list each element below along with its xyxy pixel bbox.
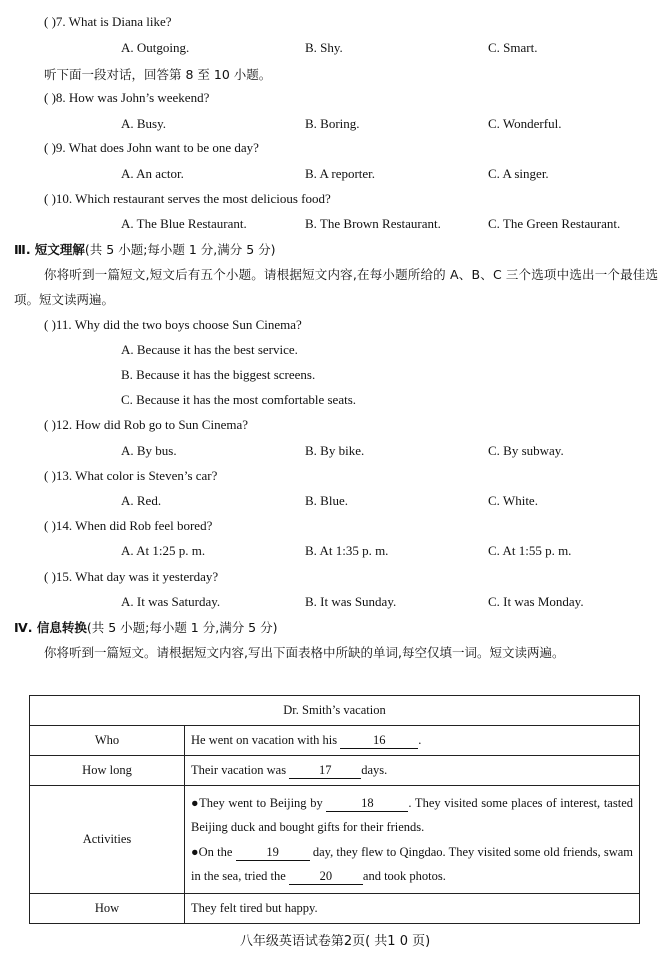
q10-option-b: B. The Brown Restaurant. [305,216,441,231]
q15-option-c: C. It was Monday. [488,594,584,609]
q15-option-b: B. It was Sunday. [305,594,397,609]
how-label: How [30,894,185,924]
question-10: ( )10. Which restaurant serves the most delicious food? [44,191,331,206]
how-text: They felt tired but happy. [185,894,640,924]
question-7: ( )7. What is Diana like? [44,14,172,29]
how-long-post: days. [361,762,388,777]
q12-option-c: C. By subway. [488,443,564,458]
activity-2-pre: ●On the [191,844,233,859]
who-row [185,726,640,756]
q14-option-a: A. At 1:25 p. m. [121,543,206,558]
q8-option-c: C. Wonderful. [488,116,562,131]
blank-20[interactable]: 20 [289,869,363,885]
blank-19[interactable]: 19 [236,845,310,861]
who-post: . [418,732,422,747]
q8-option-b: B. Boring. [305,116,360,131]
page-footer: 八年级英语试卷第2页( 共1 0 页) [239,934,431,949]
q7-option-a: A. Outgoing. [121,40,190,55]
blank-16[interactable]: 16 [340,733,418,749]
section-4-heading: Ⅳ. 信息转换 [14,620,87,635]
q14-option-c: C. At 1:55 p. m. [488,543,572,558]
dialog-intro: 听下面一段对话，回答第 8 至 10 小题。 [44,67,272,82]
q12-option-a: A. By bus. [121,443,177,458]
q13-option-c: C. White. [488,493,538,508]
activities-label: Activities [30,786,185,894]
question-14: ( )14. When did Rob feel bored? [44,518,213,533]
question-15: ( )15. What day was it yesterday? [44,569,219,584]
q13-option-b: B. Blue. [305,493,348,508]
activity-1-post: . They visited some places of interest, tasted Beijing duck and bought gifts for their friends. [191,795,633,834]
question-9: ( )9. What does John want to be one day? [44,140,259,155]
activity-1 [191,791,633,840]
q11-option-c: C. Because it has the most comfortable seats. [121,392,357,407]
q8-option-a: A. Busy. [121,116,167,131]
activity-2 [191,840,633,889]
q7-option-b: B. Shy. [305,40,343,55]
info-table [29,695,640,924]
activities-row [185,786,640,894]
q10-option-a: A. The Blue Restaurant. [121,216,247,231]
q11-option-a: A. Because it has the best service. [121,342,298,357]
q14-option-b: B. At 1:35 p. m. [305,543,389,558]
q15-option-a: A. It was Saturday. [121,594,221,609]
section-4-note: (共 5 小题;每小题 1 分,满分 5 分) [86,620,278,635]
q9-option-c: C. A singer. [488,166,549,181]
q12-option-b: B. By bike. [305,443,365,458]
question-13: ( )13. What color is Steven’s car? [44,468,218,483]
who-label: Who [30,726,185,756]
question-11: ( )11. Why did the two boys choose Sun Cinema? [44,317,302,332]
section-3-heading: Ⅲ. 短文理解 [14,242,85,257]
q9-option-a: A. An actor. [121,166,184,181]
blank-18[interactable]: 18 [326,796,408,812]
q7-option-c: C. Smart. [488,40,538,55]
q13-option-a: A. Red. [121,493,162,508]
q9-option-b: B. A reporter. [305,166,376,181]
blank-17[interactable]: 17 [289,763,361,779]
how-long-text: Their vacation was [191,762,287,777]
who-text: He went on vacation with his [191,732,338,747]
section-3-instruction: 你将听到一篇短文,短文后有五个小题。请根据短文内容,在每小题所给的 A、B、C 三个选项中选出一个最佳选项。短文读两遍。 [14,267,658,307]
how-long-row [185,756,640,786]
section-4-instruction: 你将听到一篇短文。请根据短文内容,写出下面表格中所缺的单词,每空仅填一词。短文读两遍。 [44,645,565,660]
section-3-note: (共 5 小题;每小题 1 分,满分 5 分) [84,242,276,257]
activity-2-mid: day, they flew to Qingdao. They visited some old friends, swam in the sea, tried the [191,844,634,883]
activity-1-pre: ●They went to Beijing by [191,795,323,810]
question-8: ( )8. How was John’s weekend? [44,90,210,105]
activity-2-post: and took photos. [362,869,446,883]
section-3-header [14,240,276,258]
q10-option-c: C. The Green Restaurant. [488,216,621,231]
section-4-header [14,618,277,636]
q11-option-b: B. Because it has the biggest screens. [121,367,316,382]
table-title: Dr. Smith’s vacation [30,696,640,726]
question-12: ( )12. How did Rob go to Sun Cinema? [44,417,249,432]
how-long-label: How long [30,756,185,786]
